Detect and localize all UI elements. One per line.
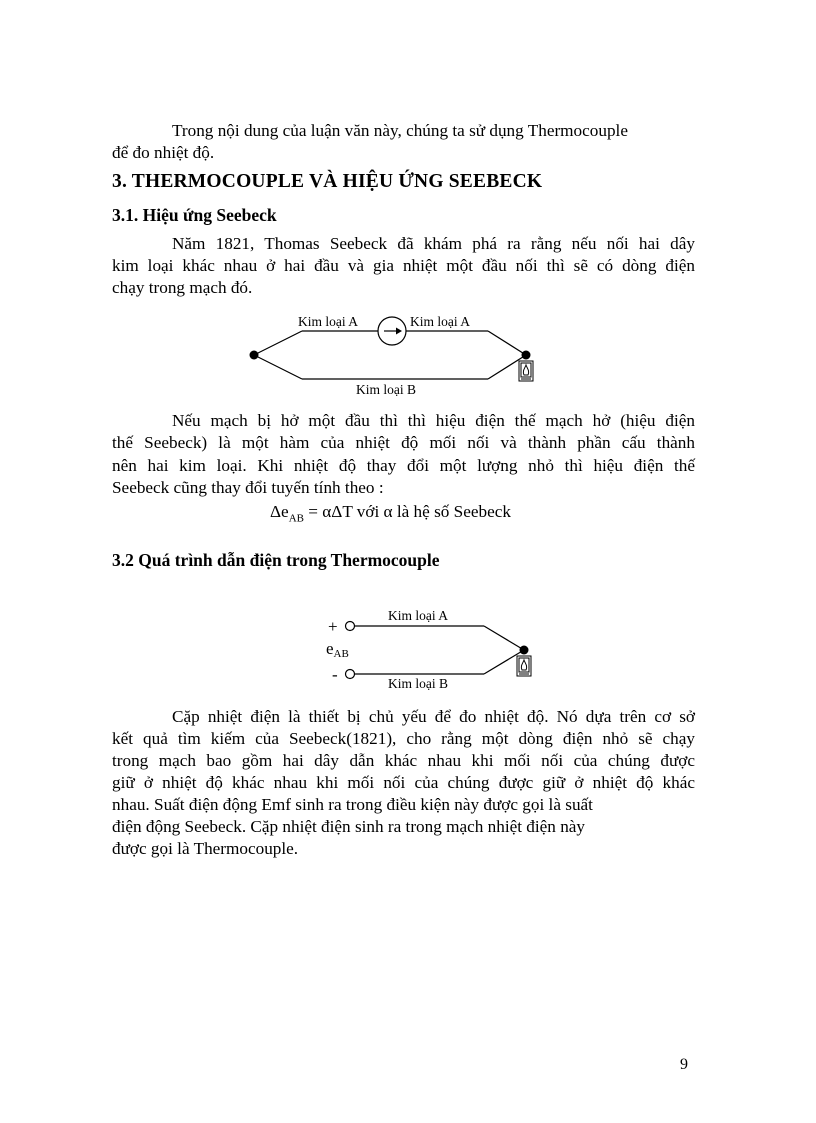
wire-bottom-right-diagonal — [488, 355, 526, 379]
page-number: 9 — [680, 1056, 688, 1073]
flame-heater-icon — [519, 361, 533, 381]
para3-line-5: nhau. Suất điện động Emf sinh ra trong điều kiện này được gọi là suất — [112, 795, 593, 814]
formula-subscript: AB — [288, 512, 304, 525]
para3-line-1: Cặp nhiệt điện là thiết bị chủ yếu để đo nhiệt độ. Nó dựa trên cơ sở — [172, 707, 695, 726]
para1-line-1: Năm 1821, Thomas Seebeck đã khám phá ra rằng nếu nối hai dây — [172, 234, 695, 253]
intro-line-2: để đo nhiệt độ. — [112, 143, 215, 162]
para3-line-3: trong mạch bao gồm hai dây dẫn khác nhau khi mối nối của chúng được — [112, 751, 695, 770]
para2-line-3: nên hai kim loại. Khi nhiệt độ thay đổi một lượng nhỏ thì hiệu điện thế — [112, 456, 695, 475]
para3-line-4: giữ ở nhiệt độ khác nhau khi mối nối của chúng được giữ ở nhiệt độ khác — [112, 773, 695, 792]
para1-line-2: kim loại khác nhau ở hai đầu và gia nhiệt một đầu nối thì sẽ có dòng điện — [112, 256, 695, 275]
seebeck-circuit-diagram — [240, 305, 550, 400]
seebeck-formula — [270, 502, 511, 524]
para1-line-3: chạy trong mạch đó. — [112, 278, 253, 297]
para2-line-2: thế Seebeck) là một hàm của nhiệt độ mối nối và thành phần cấu thành — [112, 433, 695, 452]
para3-line-2: kết quả tìm kiếm của Seebeck(1821), cho rằng một dòng điện nhỏ sẽ chạy — [112, 729, 695, 748]
intro-line-1: Trong nội dung của luận văn này, chúng ta sử dụng Thermocouple — [172, 121, 628, 140]
cold-junction-dot — [250, 351, 259, 360]
para2-line-4: Seebeck cũng thay đổi tuyến tính theo : — [112, 478, 384, 497]
wire-top-left-diagonal — [254, 331, 302, 355]
ammeter-arrow-icon — [396, 328, 402, 335]
section-3-2-heading: 3.2 Quá trình dẫn điện trong Thermocouple — [112, 550, 440, 570]
flame-heater-icon-2 — [517, 656, 531, 676]
label-metal-a-right: Kim loại A — [410, 314, 470, 329]
emf-label: eAB — [326, 639, 349, 660]
thermocouple-conduction-diagram — [320, 600, 550, 695]
plus-sign: + — [328, 617, 338, 636]
positive-terminal — [346, 622, 355, 631]
junction-dot — [520, 646, 529, 655]
formula-lhs: Δe — [270, 502, 289, 521]
label-metal-a: Kim loại A — [388, 608, 448, 623]
hot-junction-dot — [522, 351, 531, 360]
para2-line-1: Nếu mạch bị hở một đầu thì thì hiệu điện thế mạch hở (hiệu điện — [172, 411, 695, 430]
wire-top-right-diagonal — [488, 331, 526, 355]
label-metal-b: Kim loại B — [356, 382, 416, 397]
negative-terminal — [346, 670, 355, 679]
label-metal-a-left: Kim loại A — [298, 314, 358, 329]
wire-bottom-left-diagonal — [254, 355, 302, 379]
para3-line-7: được gọi là Thermocouple. — [112, 839, 299, 858]
formula-rhs: = αΔT với α là hệ số Seebeck — [303, 502, 511, 521]
wire-metal-a-diagonal — [484, 626, 524, 650]
section-3-1-heading: 3.1. Hiệu ứng Seebeck — [112, 205, 277, 225]
section-3-heading: 3. THERMOCOUPLE VÀ HIỆU ỨNG SEEBECK — [112, 171, 543, 192]
para3-line-6: điện động Seebeck. Cặp nhiệt điện sinh ra trong mạch nhiệt điện này — [112, 817, 586, 836]
label-metal-b-2: Kim loại B — [388, 676, 448, 691]
wire-metal-b-diagonal — [484, 650, 524, 674]
minus-sign: - — [332, 665, 338, 684]
